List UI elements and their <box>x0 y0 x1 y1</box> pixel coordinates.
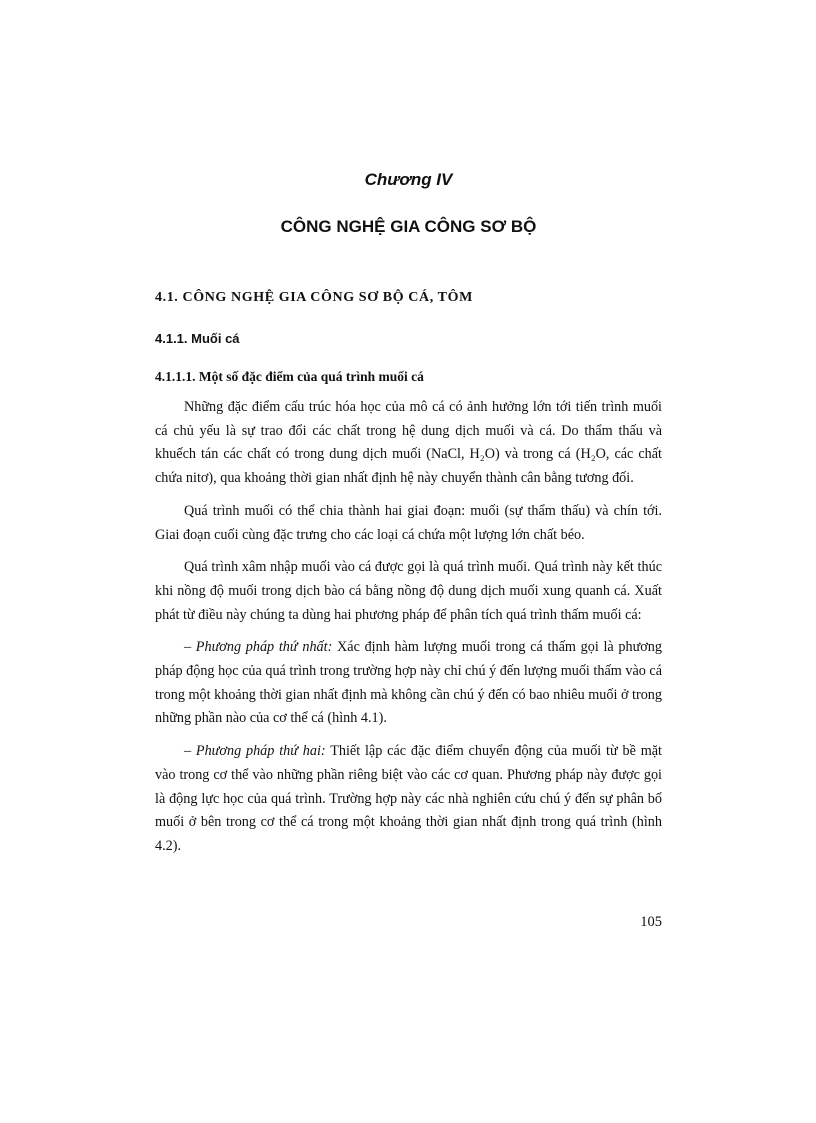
paragraph-1: Những đặc điểm cấu trúc hóa học của mô cá có ảnh hưởng lớn tới tiến trình muối cá chủ yếu là sự trao đổi các chất trong hệ dung dịch muối và cá. Do thẩm thấu và khuếch tán các chất có trong dung dịch muối (NaCl, H₂O) và trong cá (H₂O, các chất chứa nitơ), qua khoảng thời gian nhất định hệ này chuyển thành cân bằng tương đối. <box>155 399 662 487</box>
subsection-heading: 4.1.1. Muối cá <box>155 331 240 346</box>
paragraph-2: Quá trình muối có thể chia thành hai giai đoạn: muối (sự thẩm thấu) và chín tới. Giai đoạn cuối cùng đặc trưng cho các loại cá chứa một lượng lớn chất béo. <box>155 502 662 543</box>
body-text <box>155 396 662 868</box>
chapter-label: Chương IV <box>364 170 453 189</box>
section-heading: 4.1. CÔNG NGHỆ GIA CÔNG SƠ BỘ CÁ, TÔM <box>155 290 473 305</box>
page-number: 105 <box>640 914 662 930</box>
subsubsection-heading: 4.1.1.1. Một số đặc điểm của quá trình muối cá <box>155 369 424 384</box>
chapter-title: CÔNG NGHỆ GIA CÔNG SƠ BỘ <box>280 217 537 236</box>
method-one-text: Xác định hàm lượng muối trong cá thấm gọi là phương pháp động học của quá trình trong trường hợp này chỉ chú ý đến lượng muối thấm vào cá trong một khoảng thời gian nhất định mà không cần chú ý đến có bao nhiêu muối ở trong những phần nào của cơ thể cá (hình 4.1). <box>155 639 662 727</box>
paragraph-5 <box>155 740 662 859</box>
paragraph-3: Quá trình xâm nhập muối vào cá được gọi là quá trình muối. Quá trình này kết thúc khi nồng độ muối trong dịch bào cá bằng nồng độ dung dịch muối xung quanh cá. Xuất phát từ điều này chúng ta dùng hai phương pháp để phân tích quá trình thấm muối cá: <box>155 559 662 623</box>
paragraph-4 <box>155 636 662 731</box>
method-two-text: Thiết lập các đặc điểm chuyển động của muối từ bề mặt vào trong cơ thể vào những phần riêng biệt vào các cơ quan. Phương pháp này được gọi là động lực học của quá trình. Trường hợp này các nhà nghiên cứu chú ý đến sự phân bố muối ở bên trong cơ thể cá trong một khoảng thời gian nhất định trong quá trình (hình 4.2). <box>155 743 662 854</box>
method-two-term: – Phương pháp thứ hai: <box>184 743 326 760</box>
method-one-term: – Phương pháp thứ nhất: <box>184 639 333 656</box>
